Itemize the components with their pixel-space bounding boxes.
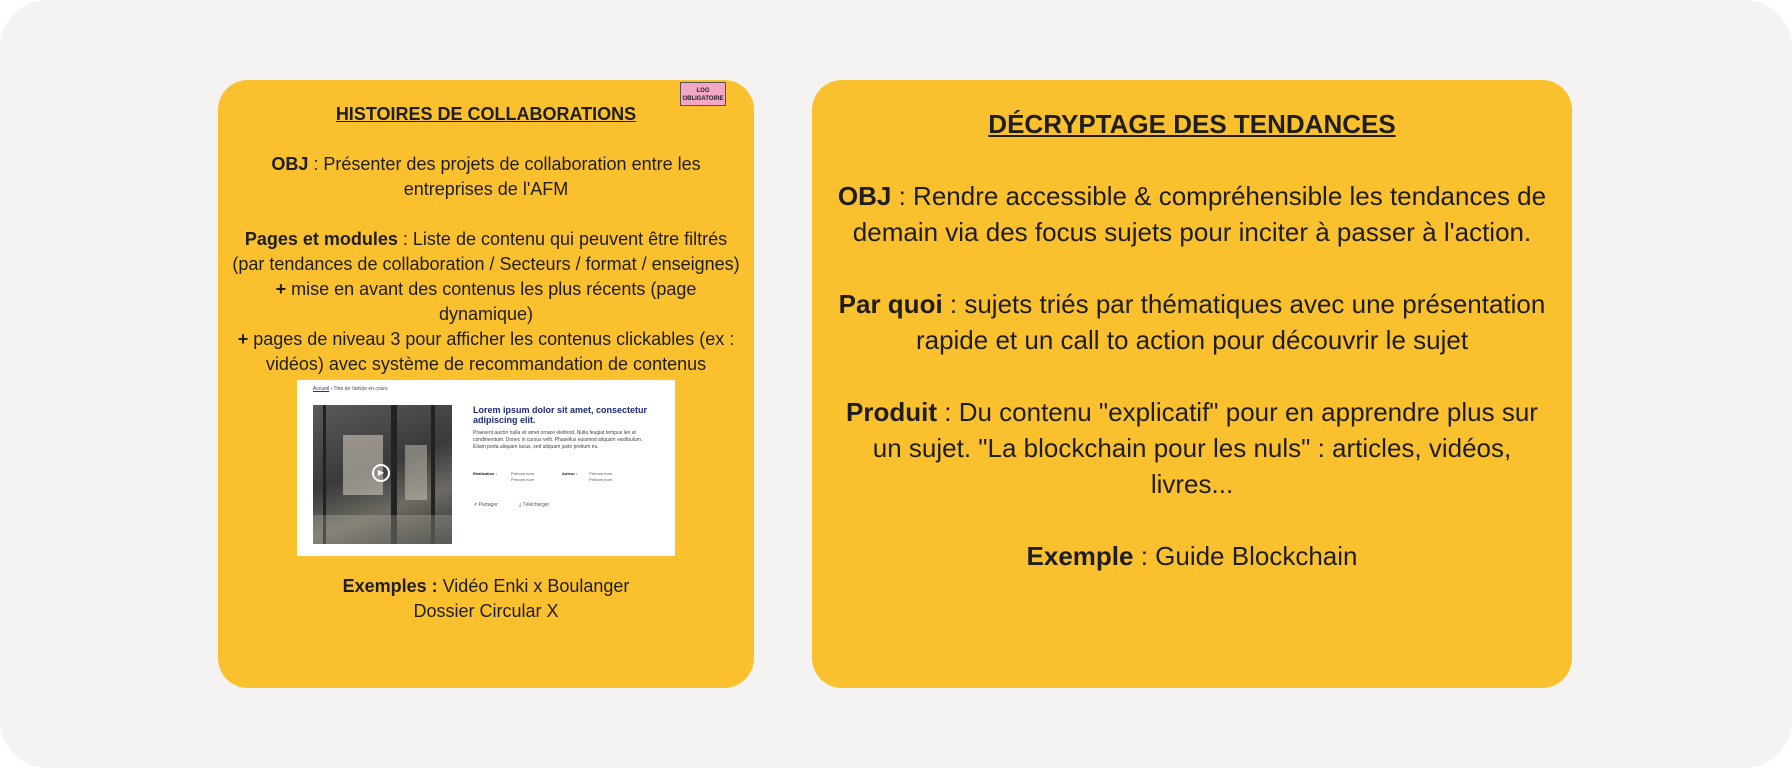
mockup-body: Praesent auctor nulla sit amet ornare eleifend. Nulla feugiat tempus leo at condimentum. Donec in cursus velit. Phasellus euismod aliquam vestibulum. Etiam porta aliquam lacus, sed aliquam justo pretium eu.	[473, 430, 643, 450]
collaborations-objective	[232, 152, 740, 202]
mockup-realisation-names: Prénom nom Prénom nom	[511, 471, 534, 482]
sticky-note-text: LOG OBLIGATOIRE	[682, 88, 724, 102]
collaborations-plus-level3	[232, 327, 740, 377]
exemple-text: : Guide Blockchain	[1133, 541, 1358, 571]
collaborations-plus-recent	[232, 277, 740, 327]
pages-text: : Liste de contenu qui peuvent être filtrés (par tendances de collaboration / Secteurs / format / enseignes)	[232, 229, 740, 274]
mockup-auteur-names: Prénom nom Prénom nom	[589, 471, 612, 482]
breadcrumb-current: › Titre de l'article en cours	[329, 386, 388, 392]
par-quoi-label: Par quoi	[838, 289, 943, 319]
download-button[interactable]: ⤓ Télécharger	[519, 502, 550, 508]
mockup-auteur-label: Auteur :	[562, 471, 578, 476]
pages-label: Pages et modules	[244, 229, 398, 249]
tendances-produit	[832, 394, 1552, 502]
obj-text: : Rendre accessible & compréhensible les tendances de demain via des focus sujets pour inciter à passer à l'action.	[852, 181, 1547, 247]
log-obligatoire-sticky-note[interactable]	[680, 82, 726, 106]
tendances-title: DÉCRYPTAGE DES TENDANCES	[988, 109, 1396, 139]
mockup-heading: Lorem ipsum dolor sit amet, consectetur adipiscing elit.	[473, 405, 648, 425]
plus-label: +	[275, 279, 287, 299]
mockup-realisation-label: Réalisation :	[473, 471, 497, 476]
produit-text: : Du contenu "explicatif" pour en apprendre plus sur un sujet. "La blockchain pour les nuls" : articles, vidéos, livres...	[872, 397, 1538, 499]
play-icon[interactable]: ▶	[372, 464, 390, 482]
tendances-card[interactable]	[812, 80, 1572, 688]
produit-label: Produit	[846, 397, 938, 427]
tendances-exemple	[832, 538, 1552, 574]
collaborations-examples	[232, 574, 740, 599]
share-button[interactable]: ⇗ Partager	[473, 502, 498, 508]
breadcrumb-home-link[interactable]: Accueil	[313, 386, 330, 392]
tendances-par-quoi	[832, 286, 1552, 358]
examples-label: Exemples :	[342, 576, 438, 596]
examples-line-2: Dossier Circular X	[413, 601, 559, 621]
plus-text: pages de niveau 3 pour afficher les contenus clickables (ex : vidéos) avec système de recommandation de contenus	[248, 329, 735, 374]
article-page-mockup	[297, 380, 675, 556]
plus-text: mise en avant des contenus les plus récents (page dynamique)	[286, 279, 697, 324]
download-icon: ⤓	[519, 502, 522, 508]
obj-label: OBJ	[271, 154, 309, 174]
exemple-label: Exemple	[1026, 541, 1134, 571]
examples-line-1: Vidéo Enki x Boulanger	[437, 576, 630, 596]
share-icon: ⇗	[473, 502, 478, 508]
plus-label: +	[237, 329, 249, 349]
collaborations-card[interactable]	[218, 80, 754, 688]
collaborations-title: HISTOIRES DE COLLABORATIONS	[335, 104, 637, 124]
tendances-objective	[832, 178, 1552, 250]
obj-text: : Présenter des projets de collaboration entre les entreprises de l'AFM	[308, 154, 701, 199]
video-thumbnail[interactable]	[313, 405, 452, 544]
collaborations-pages-modules	[232, 227, 740, 277]
mockup-breadcrumb	[313, 386, 388, 393]
obj-label: OBJ	[837, 181, 892, 211]
par-quoi-text: : sujets triés par thématiques avec une présentation rapide et un call to action pour découvrir le sujet	[915, 289, 1546, 355]
